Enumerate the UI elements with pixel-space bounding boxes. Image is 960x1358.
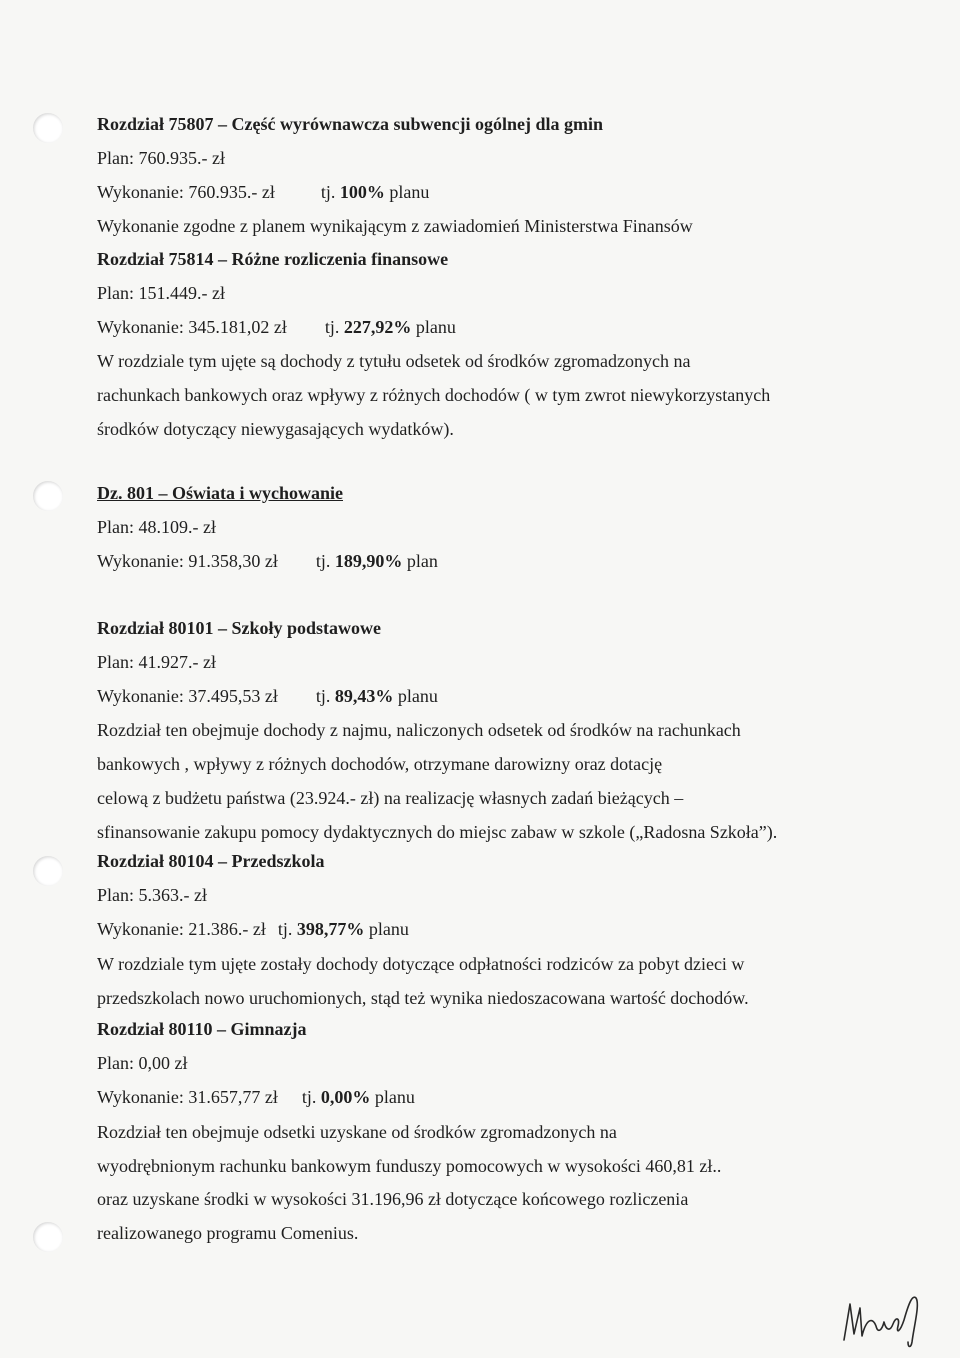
plan-line: Plan: 48.109.- zł xyxy=(97,517,216,537)
plan-line: Plan: 760.935.- zł xyxy=(97,148,225,168)
percent-value: 189,90% xyxy=(334,551,403,571)
description-line: rachunkach bankowych oraz wpływy z różnych dochodów ( w tym zwrot niewykorzystanych xyxy=(97,385,771,405)
planu-label: planu xyxy=(389,182,430,202)
section-heading: Rozdział 75807 – Część wyrównawcza subwencji ogólnej dla gmin xyxy=(97,114,603,134)
execution-line xyxy=(97,181,429,203)
execution-value: Wykonanie: 37.495,53 zł xyxy=(97,686,278,706)
percent-value: 227,92% xyxy=(343,317,412,337)
punch-hole-icon xyxy=(33,856,63,886)
execution-value: Wykonanie: 31.657,77 zł xyxy=(97,1087,278,1107)
plan-line: Plan: 151.449.- zł xyxy=(97,283,225,303)
tj-label: tj. xyxy=(277,919,293,939)
execution-value: Wykonanie: 21.386.- zł xyxy=(97,919,266,939)
punch-hole-icon xyxy=(33,1222,63,1252)
handwritten-signature-icon xyxy=(838,1290,928,1350)
tj-label: tj. xyxy=(324,317,340,337)
planu-label: planu xyxy=(368,919,409,939)
execution-line xyxy=(97,685,438,707)
plan-line: Plan: 0,00 zł xyxy=(97,1053,188,1073)
tj-label: tj. xyxy=(320,182,336,202)
description-line: Rozdział ten obejmuje dochody z najmu, naliczonych odsetek od środków na rachunkach xyxy=(97,720,741,740)
percent-value: 0,00% xyxy=(320,1087,371,1107)
description-line: bankowych , wpływy z różnych dochodów, otrzymane darowizny oraz dotację xyxy=(97,754,663,774)
note-line: Wykonanie zgodne z planem wynikającym z zawiadomień Ministerstwa Finansów xyxy=(97,216,693,236)
percent-value: 100% xyxy=(339,182,385,202)
percent-value: 89,43% xyxy=(334,686,394,706)
description-line: sfinansowanie zakupu pomocy dydaktycznych do miejsc zabaw w szkole („Radosna Szkoła”). xyxy=(97,822,778,842)
punch-hole-icon xyxy=(33,481,63,511)
section-heading: Rozdział 80101 – Szkoły podstawowe xyxy=(97,618,382,638)
execution-value: Wykonanie: 91.358,30 zł xyxy=(97,551,278,571)
description-line: środków dotyczący niewygasających wydatków). xyxy=(97,419,454,439)
execution-value: Wykonanie: 760.935.- zł xyxy=(97,182,275,202)
description-line: W rozdziale tym ujęte są dochody z tytułu odsetek od środków zgromadzonych na xyxy=(97,351,691,371)
execution-line xyxy=(97,550,438,572)
description-line: wyodrębnionym rachunku bankowym funduszy pomocowych w wysokości 460,81 zł.. xyxy=(97,1156,722,1176)
planu-label: planu xyxy=(397,686,438,706)
planu-label: plan xyxy=(406,551,438,571)
section-heading: Rozdział 80110 – Gimnazja xyxy=(97,1019,307,1039)
execution-line xyxy=(97,918,409,940)
percent-value: 398,77% xyxy=(296,919,365,939)
execution-line xyxy=(97,1086,415,1108)
plan-line: Plan: 5.363.- zł xyxy=(97,885,207,905)
description-line: Rozdział ten obejmuje odsetki uzyskane od środków zgromadzonych na xyxy=(97,1122,617,1142)
description-line: W rozdziale tym ujęte zostały dochody dotyczące odpłatności rodziców za pobyt dzieci w xyxy=(97,954,745,974)
planu-label: planu xyxy=(415,317,456,337)
plan-line: Plan: 41.927.- zł xyxy=(97,652,216,672)
description-line: celową z budżetu państwa (23.924.- zł) na realizację własnych zadań bieżących – xyxy=(97,788,684,808)
division-heading: Dz. 801 – Oświata i wychowanie xyxy=(97,483,343,503)
description-line: oraz uzyskane środki w wysokości 31.196,96 zł dotyczące końcowego rozliczenia xyxy=(97,1189,689,1209)
execution-line xyxy=(97,316,456,338)
description-line: realizowanego programu Comenius. xyxy=(97,1223,359,1243)
section-heading: Rozdział 75814 – Różne rozliczenia finansowe xyxy=(97,249,449,269)
tj-label: tj. xyxy=(301,1087,317,1107)
tj-label: tj. xyxy=(315,686,331,706)
section-heading: Rozdział 80104 – Przedszkola xyxy=(97,851,325,871)
punch-hole-icon xyxy=(33,113,63,143)
planu-label: planu xyxy=(374,1087,415,1107)
tj-label: tj. xyxy=(315,551,331,571)
execution-value: Wykonanie: 345.181,02 zł xyxy=(97,317,287,337)
description-line: przedszkolach nowo uruchomionych, stąd też wynika niedoszacowana wartość dochodów. xyxy=(97,988,749,1008)
